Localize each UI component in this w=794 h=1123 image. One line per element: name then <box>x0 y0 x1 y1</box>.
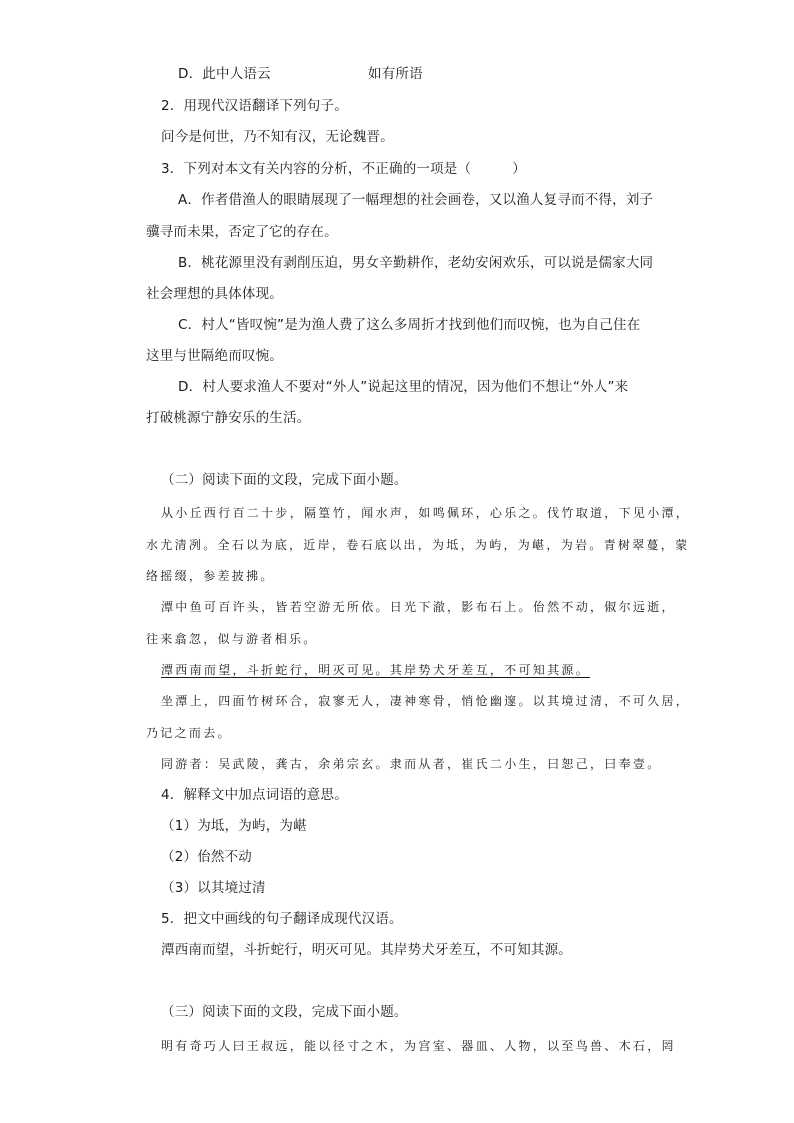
section2-passage-line: 往来翕忽，似与游者相乐。 <box>146 632 318 646</box>
section3-passage-line: 明有奇巧人曰王叔远，能以径寸之木，为宫室、器皿、人物，以至鸟兽、木石，罔 <box>161 1039 676 1053</box>
q4-item: （2）佁然不动 <box>161 849 252 865</box>
q4-stem: 4．解释文中加点词语的意思。 <box>161 787 348 803</box>
section2-passage-line: 水尤清冽。全石以为底，近岸，卷石底以出，为坻，为屿，为嵁，为岩。青树翠蔓，蒙 <box>146 538 690 552</box>
q3-option-c-line2: 这里与世隔绝而叹惋。 <box>146 348 283 364</box>
q3-option-d-line1: D．村人要求渔人不要对“外人”说起这里的情况，因为他们不想让“外人”来 <box>178 379 629 395</box>
section2-heading: （二）阅读下面的文段，完成下面小题。 <box>161 472 408 488</box>
q5-sentence: 潭西南而望，斗折蛇行，明灭可见。其岸势犬牙差互，不可知其源。 <box>161 942 572 958</box>
q2-stem: 2．用现代汉语翻译下列句子。 <box>161 98 348 114</box>
section3-heading: （三）阅读下面的文段，完成下面小题。 <box>161 1004 408 1020</box>
q1-option-d-label: D．此中人语云 <box>178 66 271 82</box>
q4-item: （1）为坻，为屿，为嵁 <box>161 818 307 834</box>
q3-option-b-line2: 社会理想的具体体现。 <box>146 286 283 302</box>
section2-passage-line: 潭中鱼可百许头，皆若空游无所依。日光下澈，影布石上。佁然不动，俶尔远逝， <box>161 600 676 614</box>
q5-stem: 5．把文中画线的句子翻译成现代汉语。 <box>161 911 403 927</box>
q3-option-a-line1: A．作者借渔人的眼睛展现了一幅理想的社会画卷，又以渔人复寻而不得，刘子 <box>178 192 654 208</box>
section2-passage-line: 坐潭上，四面竹树环合，寂寥无人，凄神寒骨，悄怆幽邃。以其境过清，不可久居， <box>161 694 691 708</box>
section2-passage-line: 络摇缀，参差披拂。 <box>146 569 275 583</box>
q4-item: （3）以其境过清 <box>161 880 266 896</box>
section2-passage-line: 从小丘西行百二十步，隔篁竹，闻水声，如鸣佩环，心乐之。伐竹取道，下见小潭， <box>161 506 691 520</box>
q3-stem: 3．下列对本文有关内容的分析，不正确的一项是（ ） <box>161 161 526 177</box>
section2-passage-line: 乃记之而去。 <box>146 726 232 740</box>
section2-underlined-sentence: 潭西南而望，斗折蛇行，明灭可见。其岸势犬牙差互，不可知其源。 <box>161 663 591 677</box>
q3-option-a-line2: 骥寻而未果，否定了它的存在。 <box>146 224 338 240</box>
q3-option-b-line1: B．桃花源里没有剥削压迫，男女辛勤耕作，老幼安闲欢乐，可以说是儒家大同 <box>178 255 654 271</box>
section2-passage-line: 同游者：吴武陵，龚古，余弟宗玄。隶而从者，崔氏二小生，曰恕己，曰奉壹。 <box>161 757 662 771</box>
q1-option-d-value: 如有所语 <box>368 66 423 82</box>
q3-option-c-line1: C．村人“皆叹惋”是为渔人费了这么多周折才找到他们而叹惋，也为自己住在 <box>178 317 641 333</box>
q2-sentence: 问今是何世，乃不知有汉，无论魏晋。 <box>161 129 394 145</box>
q3-option-d-line2: 打破桃源宁静安乐的生活。 <box>146 410 311 426</box>
